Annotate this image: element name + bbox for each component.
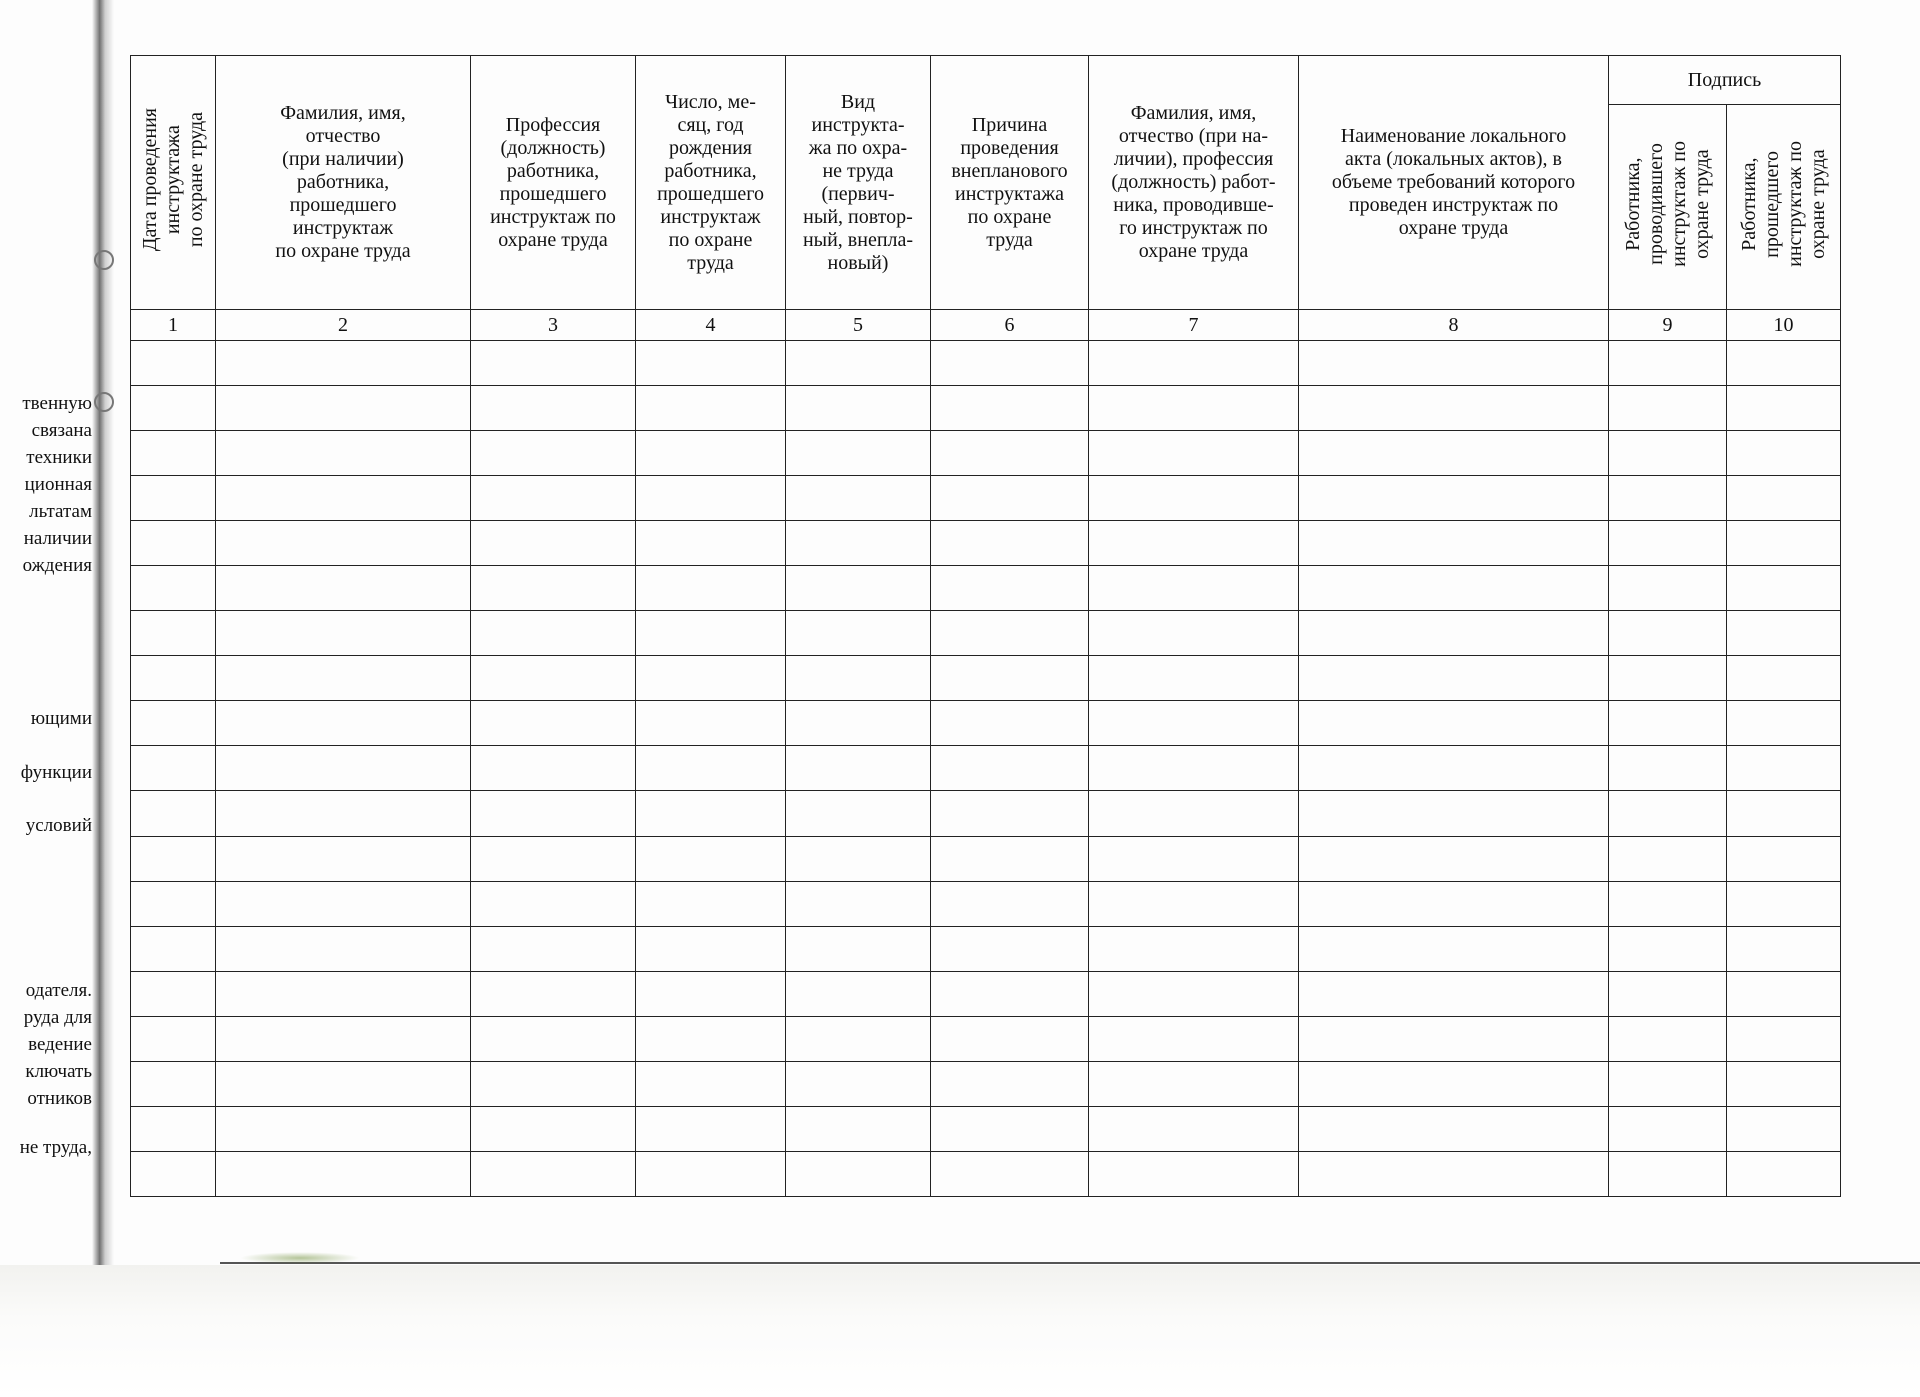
- empty-cell[interactable]: [131, 971, 216, 1016]
- empty-cell[interactable]: [786, 791, 931, 836]
- empty-cell[interactable]: [1299, 656, 1609, 701]
- header-col-7-label: Фамилия, имя, отчество (при на- личии), профессия (должность) работ- ника, проводивше- го инструктаж по охране труда: [1111, 102, 1276, 262]
- empty-cell[interactable]: [131, 1016, 216, 1061]
- empty-cell[interactable]: [131, 746, 216, 791]
- empty-cell[interactable]: [216, 881, 471, 926]
- column-number: 9: [1609, 310, 1727, 341]
- left-fragment-line: ционная: [24, 474, 92, 495]
- empty-cell[interactable]: [216, 836, 471, 881]
- empty-cell[interactable]: [131, 611, 216, 656]
- empty-cell[interactable]: [636, 1151, 786, 1196]
- empty-cell[interactable]: [1609, 746, 1727, 791]
- header-col-8-label: Наименование локального акта (локальных актов), в объеме требований которого проведен инструктаж по охране труда: [1331, 125, 1576, 239]
- empty-cell[interactable]: [786, 656, 931, 701]
- empty-cell[interactable]: [1089, 701, 1299, 746]
- header-col-10: [1727, 105, 1841, 310]
- empty-cell[interactable]: [786, 431, 931, 476]
- left-fragment-line: ождения: [22, 555, 92, 576]
- empty-cell[interactable]: [786, 746, 931, 791]
- column-number-row: [131, 310, 1841, 341]
- header-signature-label: Подпись: [1687, 68, 1762, 91]
- empty-cell[interactable]: [931, 521, 1089, 566]
- empty-cell[interactable]: [1609, 791, 1727, 836]
- empty-cell[interactable]: [1299, 566, 1609, 611]
- empty-cell[interactable]: [216, 746, 471, 791]
- empty-cell[interactable]: [931, 701, 1089, 746]
- empty-cell[interactable]: [636, 971, 786, 1016]
- empty-cell[interactable]: [931, 836, 1089, 881]
- empty-cell[interactable]: [636, 1016, 786, 1061]
- left-page-fragment: [0, 0, 100, 1397]
- column-number: 7: [1089, 310, 1299, 341]
- empty-cell[interactable]: [1727, 476, 1841, 521]
- table-row: [131, 1106, 1841, 1151]
- empty-cell[interactable]: [931, 746, 1089, 791]
- empty-cell[interactable]: [1089, 431, 1299, 476]
- empty-cell[interactable]: [216, 1151, 471, 1196]
- column-number: 8: [1299, 310, 1609, 341]
- empty-cell[interactable]: [471, 746, 636, 791]
- empty-cell[interactable]: [786, 476, 931, 521]
- empty-cell[interactable]: [1609, 1151, 1727, 1196]
- empty-cell[interactable]: [786, 1016, 931, 1061]
- empty-cell[interactable]: [1089, 521, 1299, 566]
- empty-cell[interactable]: [131, 791, 216, 836]
- empty-cell[interactable]: [131, 1106, 216, 1151]
- table-row: [131, 1016, 1841, 1061]
- empty-cell[interactable]: [131, 1061, 216, 1106]
- empty-cell[interactable]: [786, 926, 931, 971]
- header-col-1-label: Дата проведения инструктажа по охране труда: [138, 107, 207, 252]
- empty-cell[interactable]: [786, 341, 931, 386]
- instruction-log-table: [130, 55, 1841, 1197]
- empty-cell[interactable]: [131, 926, 216, 971]
- empty-cell[interactable]: [1089, 1106, 1299, 1151]
- column-number: 4: [636, 310, 786, 341]
- page-bottom-edge: [220, 1262, 1920, 1264]
- empty-cell[interactable]: [1299, 1061, 1609, 1106]
- header-col-5: [786, 56, 931, 310]
- column-number: 5: [786, 310, 931, 341]
- empty-cell[interactable]: [636, 611, 786, 656]
- empty-cell[interactable]: [216, 791, 471, 836]
- empty-cell[interactable]: [1727, 791, 1841, 836]
- scan-smudge: [240, 1252, 360, 1264]
- empty-cell[interactable]: [636, 521, 786, 566]
- empty-cell[interactable]: [1299, 431, 1609, 476]
- header-col-6: [931, 56, 1089, 310]
- empty-cell[interactable]: [636, 836, 786, 881]
- empty-cell[interactable]: [786, 566, 931, 611]
- empty-cell[interactable]: [1089, 1061, 1299, 1106]
- empty-cell[interactable]: [1609, 431, 1727, 476]
- empty-cell[interactable]: [1727, 926, 1841, 971]
- empty-cell[interactable]: [931, 1106, 1089, 1151]
- table-row: [131, 701, 1841, 746]
- binding-staple: [94, 250, 114, 270]
- empty-cell[interactable]: [636, 476, 786, 521]
- empty-cell[interactable]: [471, 386, 636, 431]
- log-body: [131, 341, 1841, 1197]
- empty-cell[interactable]: [636, 881, 786, 926]
- empty-cell[interactable]: [1727, 341, 1841, 386]
- empty-cell[interactable]: [786, 1061, 931, 1106]
- column-number: 10: [1727, 310, 1841, 341]
- empty-cell[interactable]: [786, 971, 931, 1016]
- left-fragment-line: функции: [20, 762, 92, 783]
- table-row: [131, 476, 1841, 521]
- empty-cell[interactable]: [1727, 1151, 1841, 1196]
- table-row: [131, 926, 1841, 971]
- table-row: [131, 746, 1841, 791]
- empty-cell[interactable]: [1727, 1061, 1841, 1106]
- empty-cell[interactable]: [636, 386, 786, 431]
- table-row: [131, 881, 1841, 926]
- empty-cell[interactable]: [636, 1061, 786, 1106]
- empty-cell[interactable]: [131, 836, 216, 881]
- empty-cell[interactable]: [471, 611, 636, 656]
- empty-cell[interactable]: [1727, 386, 1841, 431]
- column-number: 1: [131, 310, 216, 341]
- header-col-6-label: Причина проведения внепланового инструктажа по охране труда: [951, 113, 1068, 251]
- empty-cell[interactable]: [471, 926, 636, 971]
- empty-cell[interactable]: [636, 701, 786, 746]
- table-row: [131, 836, 1841, 881]
- binding-spine-shadow: [92, 0, 114, 1270]
- empty-cell[interactable]: [1299, 701, 1609, 746]
- table-row: [131, 791, 1841, 836]
- empty-cell[interactable]: [471, 431, 636, 476]
- empty-cell[interactable]: [1727, 611, 1841, 656]
- empty-cell[interactable]: [636, 1106, 786, 1151]
- left-fragment-line: одателя.: [25, 980, 92, 1001]
- empty-cell[interactable]: [131, 341, 216, 386]
- empty-cell[interactable]: [131, 386, 216, 431]
- empty-cell[interactable]: [1089, 611, 1299, 656]
- empty-cell[interactable]: [931, 1151, 1089, 1196]
- empty-cell[interactable]: [471, 656, 636, 701]
- empty-cell[interactable]: [216, 701, 471, 746]
- left-fragment-line: руда для: [23, 1007, 92, 1028]
- header-col-5-label: Вид инструкта- жа по охра- не труда (первич- ный, повтор- ный, внепла- новый): [802, 90, 914, 274]
- empty-cell[interactable]: [1089, 791, 1299, 836]
- left-fragment-line: не труда,: [19, 1137, 92, 1158]
- empty-cell[interactable]: [636, 656, 786, 701]
- empty-cell[interactable]: [786, 701, 931, 746]
- left-fragment-line: ключать: [25, 1061, 92, 1082]
- empty-cell[interactable]: [786, 1151, 931, 1196]
- table-row: [131, 1061, 1841, 1106]
- empty-cell[interactable]: [931, 611, 1089, 656]
- empty-cell[interactable]: [1609, 386, 1727, 431]
- empty-cell[interactable]: [1727, 521, 1841, 566]
- empty-cell[interactable]: [1299, 521, 1609, 566]
- scan-bottom-margin: [0, 1265, 1920, 1397]
- table-row: [131, 971, 1841, 1016]
- empty-cell[interactable]: [216, 971, 471, 1016]
- empty-cell[interactable]: [216, 1061, 471, 1106]
- empty-cell[interactable]: [1089, 476, 1299, 521]
- empty-cell[interactable]: [931, 341, 1089, 386]
- table-row: [131, 611, 1841, 656]
- empty-cell[interactable]: [1299, 386, 1609, 431]
- empty-cell[interactable]: [131, 881, 216, 926]
- empty-cell[interactable]: [931, 791, 1089, 836]
- empty-cell[interactable]: [1609, 1061, 1727, 1106]
- empty-cell[interactable]: [1727, 746, 1841, 791]
- empty-cell[interactable]: [471, 1151, 636, 1196]
- empty-cell[interactable]: [786, 521, 931, 566]
- empty-cell[interactable]: [931, 566, 1089, 611]
- empty-cell[interactable]: [471, 791, 636, 836]
- empty-cell[interactable]: [1089, 1016, 1299, 1061]
- empty-cell[interactable]: [1089, 746, 1299, 791]
- empty-cell[interactable]: [471, 1106, 636, 1151]
- empty-cell[interactable]: [1609, 521, 1727, 566]
- empty-cell[interactable]: [1299, 341, 1609, 386]
- empty-cell[interactable]: [471, 341, 636, 386]
- empty-cell[interactable]: [471, 476, 636, 521]
- table-row: [131, 386, 1841, 431]
- table-row: [131, 656, 1841, 701]
- empty-cell[interactable]: [1089, 926, 1299, 971]
- empty-cell[interactable]: [786, 881, 931, 926]
- empty-cell[interactable]: [786, 1106, 931, 1151]
- empty-cell[interactable]: [1299, 791, 1609, 836]
- header-col-3: [471, 56, 636, 310]
- left-fragment-line: твенную: [22, 393, 92, 414]
- left-fragment-line: наличии: [23, 528, 92, 549]
- header-col-7: [1089, 56, 1299, 310]
- empty-cell[interactable]: [1089, 1151, 1299, 1196]
- empty-cell[interactable]: [931, 656, 1089, 701]
- empty-cell[interactable]: [1609, 926, 1727, 971]
- empty-cell[interactable]: [636, 926, 786, 971]
- empty-cell[interactable]: [1609, 881, 1727, 926]
- empty-cell[interactable]: [216, 341, 471, 386]
- empty-cell[interactable]: [1299, 476, 1609, 521]
- empty-cell[interactable]: [131, 476, 216, 521]
- header-col-4-label: Число, ме- сяц, год рождения работника, прошедшего инструктаж по охране труда: [657, 90, 764, 274]
- table-row: [131, 566, 1841, 611]
- empty-cell[interactable]: [931, 926, 1089, 971]
- left-fragment-line: техники: [26, 447, 92, 468]
- empty-cell[interactable]: [1609, 836, 1727, 881]
- header-col-4: [636, 56, 786, 310]
- header-col-2: [216, 56, 471, 310]
- empty-cell[interactable]: [1727, 881, 1841, 926]
- empty-cell[interactable]: [131, 521, 216, 566]
- table-row: [131, 431, 1841, 476]
- header-col-9: [1609, 105, 1727, 310]
- empty-cell[interactable]: [1299, 1151, 1609, 1196]
- empty-cell[interactable]: [931, 881, 1089, 926]
- empty-cell[interactable]: [1609, 476, 1727, 521]
- empty-cell[interactable]: [1609, 701, 1727, 746]
- table-row: [131, 341, 1841, 386]
- header-col-9-label: Работника, проводившего инструктаж по охране труда: [1621, 141, 1713, 267]
- header-col-2-label: Фамилия, имя, отчество (при наличии) работника, прошедшего инструктаж по охране труда: [275, 102, 411, 262]
- empty-cell[interactable]: [471, 836, 636, 881]
- empty-cell[interactable]: [1727, 1106, 1841, 1151]
- empty-cell[interactable]: [786, 836, 931, 881]
- table-row: [131, 1151, 1841, 1196]
- empty-cell[interactable]: [636, 791, 786, 836]
- empty-cell[interactable]: [216, 386, 471, 431]
- empty-cell[interactable]: [131, 701, 216, 746]
- empty-cell[interactable]: [931, 476, 1089, 521]
- column-number: 3: [471, 310, 636, 341]
- left-fragment-line: отников: [27, 1088, 92, 1109]
- empty-cell[interactable]: [216, 476, 471, 521]
- empty-cell[interactable]: [216, 1016, 471, 1061]
- empty-cell[interactable]: [216, 521, 471, 566]
- empty-cell[interactable]: [1089, 971, 1299, 1016]
- left-fragment-line: ющими: [30, 708, 92, 729]
- empty-cell[interactable]: [131, 431, 216, 476]
- empty-cell[interactable]: [1727, 701, 1841, 746]
- empty-cell[interactable]: [786, 611, 931, 656]
- empty-cell[interactable]: [1727, 971, 1841, 1016]
- empty-cell[interactable]: [1089, 386, 1299, 431]
- empty-cell[interactable]: [471, 971, 636, 1016]
- header-signature-group: [1609, 56, 1841, 105]
- empty-cell[interactable]: [1609, 341, 1727, 386]
- empty-cell[interactable]: [216, 611, 471, 656]
- empty-cell[interactable]: [216, 566, 471, 611]
- empty-cell[interactable]: [1727, 566, 1841, 611]
- empty-cell[interactable]: [1609, 611, 1727, 656]
- empty-cell[interactable]: [1299, 971, 1609, 1016]
- empty-cell[interactable]: [1089, 881, 1299, 926]
- empty-cell[interactable]: [931, 431, 1089, 476]
- column-number: 2: [216, 310, 471, 341]
- empty-cell[interactable]: [931, 1016, 1089, 1061]
- header-col-8: [1299, 56, 1609, 310]
- empty-cell[interactable]: [1299, 881, 1609, 926]
- empty-cell[interactable]: [636, 566, 786, 611]
- empty-cell[interactable]: [1609, 656, 1727, 701]
- empty-cell[interactable]: [1609, 566, 1727, 611]
- empty-cell[interactable]: [216, 926, 471, 971]
- empty-cell[interactable]: [131, 566, 216, 611]
- empty-cell[interactable]: [1727, 836, 1841, 881]
- empty-cell[interactable]: [636, 431, 786, 476]
- column-number: 6: [931, 310, 1089, 341]
- header-col-10-label: Работника, прошедшего инструктаж по охране труда: [1737, 141, 1829, 267]
- empty-cell[interactable]: [931, 1061, 1089, 1106]
- empty-cell[interactable]: [1089, 566, 1299, 611]
- header-col-3-label: Профессия (должность) работника, прошедшего инструктаж по охране труда: [490, 113, 616, 251]
- empty-cell[interactable]: [931, 386, 1089, 431]
- empty-cell[interactable]: [1089, 341, 1299, 386]
- empty-cell[interactable]: [1299, 1016, 1609, 1061]
- empty-cell[interactable]: [1299, 926, 1609, 971]
- empty-cell[interactable]: [1609, 1016, 1727, 1061]
- empty-cell[interactable]: [1727, 431, 1841, 476]
- binding-staple: [94, 392, 114, 412]
- empty-cell[interactable]: [786, 386, 931, 431]
- empty-cell[interactable]: [1299, 746, 1609, 791]
- header-col-1: [131, 56, 216, 310]
- empty-cell[interactable]: [131, 656, 216, 701]
- header-row: [131, 56, 1841, 105]
- empty-cell[interactable]: [216, 1106, 471, 1151]
- empty-cell[interactable]: [1727, 656, 1841, 701]
- empty-cell[interactable]: [1089, 656, 1299, 701]
- empty-cell[interactable]: [131, 1151, 216, 1196]
- empty-cell[interactable]: [216, 431, 471, 476]
- empty-cell[interactable]: [1299, 611, 1609, 656]
- empty-cell[interactable]: [1089, 836, 1299, 881]
- empty-cell[interactable]: [471, 701, 636, 746]
- left-fragment-line: ведение: [28, 1034, 92, 1055]
- empty-cell[interactable]: [931, 971, 1089, 1016]
- empty-cell[interactable]: [216, 656, 471, 701]
- left-fragment-line: льтатам: [29, 501, 92, 522]
- empty-cell[interactable]: [1299, 1106, 1609, 1151]
- empty-cell[interactable]: [471, 521, 636, 566]
- empty-cell[interactable]: [636, 341, 786, 386]
- empty-cell[interactable]: [1299, 836, 1609, 881]
- empty-cell[interactable]: [1609, 971, 1727, 1016]
- empty-cell[interactable]: [471, 1061, 636, 1106]
- empty-cell[interactable]: [471, 881, 636, 926]
- empty-cell[interactable]: [1727, 1016, 1841, 1061]
- left-fragment-line: условий: [25, 815, 92, 836]
- empty-cell[interactable]: [471, 1016, 636, 1061]
- empty-cell[interactable]: [636, 746, 786, 791]
- empty-cell[interactable]: [1609, 1106, 1727, 1151]
- empty-cell[interactable]: [471, 566, 636, 611]
- table-row: [131, 521, 1841, 566]
- left-fragment-line: связана: [31, 420, 92, 441]
